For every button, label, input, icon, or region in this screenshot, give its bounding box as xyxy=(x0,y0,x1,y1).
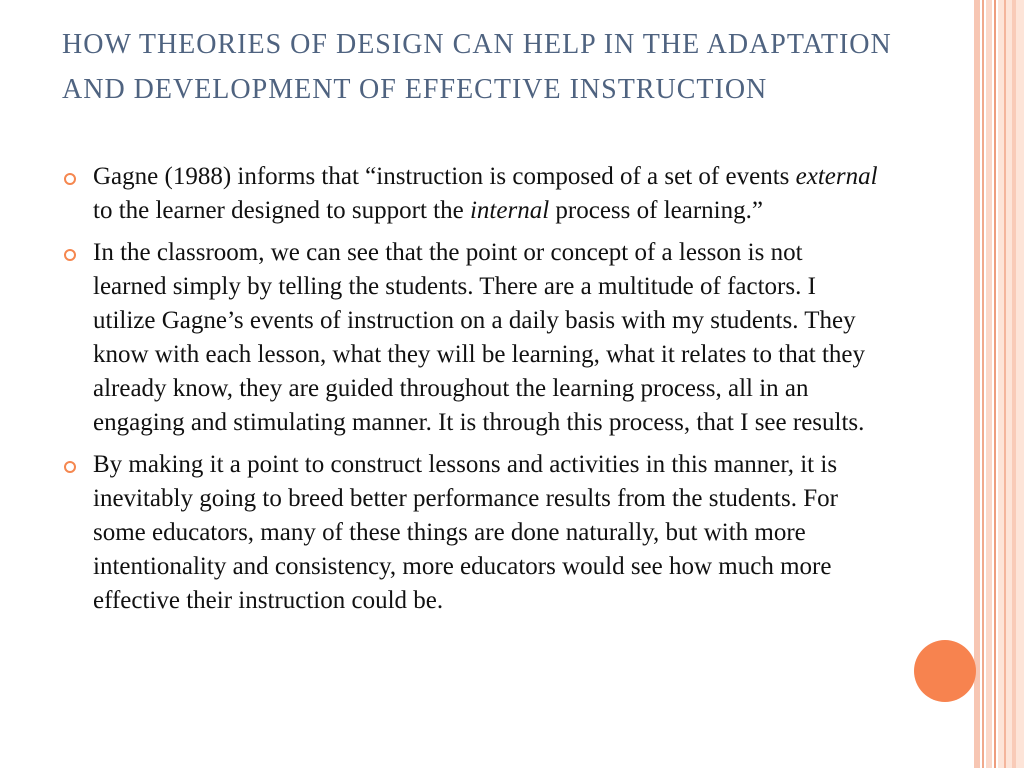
stripe xyxy=(994,0,996,768)
bullet-icon xyxy=(64,461,76,473)
bullet-list xyxy=(62,160,882,626)
bullet-text xyxy=(93,451,838,614)
slide-title: HOW THEORIES OF DESIGN CAN HELP IN THE ADAPTATION AND DEVELOPMENT OF EFFECTIVE INSTRUCTION xyxy=(62,29,892,105)
orange-circle-decoration xyxy=(914,640,976,702)
text-run: By making it a point to construct lessons and activities in this manner, it is inevitably going to breed better performance results from the students. For some educators, many of these things are done naturally, but with more intentionality and consistency, more educators would see how much more effective their instruction could be. xyxy=(93,451,838,614)
bullet-text xyxy=(93,163,878,224)
bullet-icon xyxy=(64,249,76,261)
bullet-icon xyxy=(64,173,76,185)
italic-text-run: internal xyxy=(469,197,550,224)
text-run: process of learning.” xyxy=(549,197,763,224)
bullet-item xyxy=(62,236,882,440)
stripe xyxy=(982,0,984,768)
stripe xyxy=(1004,0,1006,768)
text-run: Gagne (1988) informs that “instruction is composed of a set of events xyxy=(93,163,796,190)
bullet-text xyxy=(93,239,865,436)
stripe xyxy=(1012,0,1016,768)
italic-text-run: external xyxy=(795,163,878,190)
bullet-item xyxy=(62,448,882,618)
stripe xyxy=(974,0,980,768)
bullet-item xyxy=(62,160,882,228)
decorative-stripes xyxy=(974,0,1024,768)
text-run: to the learner designed to support the xyxy=(93,197,470,224)
stripe xyxy=(986,0,992,768)
stripe xyxy=(998,0,1024,768)
text-run: In the classroom, we can see that the point or concept of a lesson is not learned simply by telling the students. There are a multitude of factors. I utilize Gagne’s events of instruction on a daily basis with my students. They know with each lesson, what they will be learning, what it relates to that they already know, they are guided throughout the learning process, all in an engaging and stimulating manner. It is through this process, that I see results. xyxy=(93,239,866,436)
